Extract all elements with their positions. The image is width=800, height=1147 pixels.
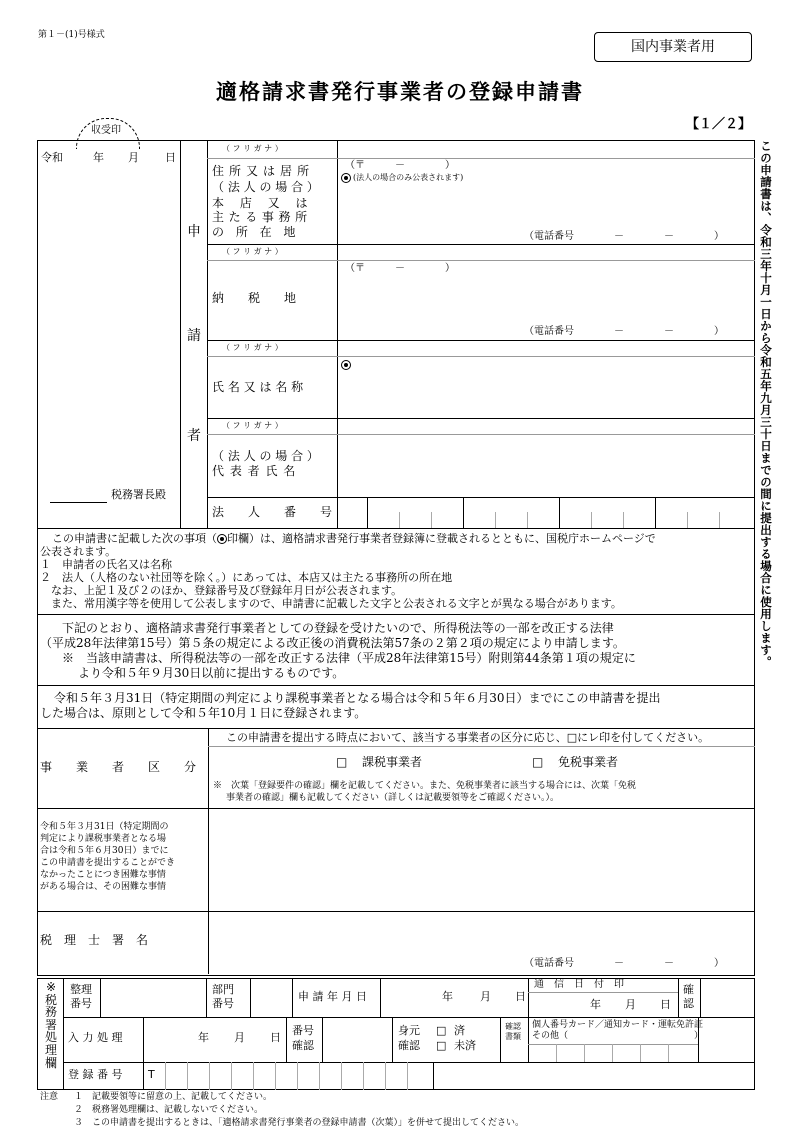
tsushin-month: 月 xyxy=(625,998,636,1011)
business-category-label: 事 業 者 区 分 xyxy=(40,760,197,774)
publication-item-1: １ 申請者の氏名又は名称 xyxy=(40,558,172,571)
taxplace-postal[interactable]: （〒 － ） xyxy=(345,263,455,274)
registration-label: 登 録 番 号 xyxy=(68,1068,123,1081)
date-day: 日 xyxy=(165,151,176,164)
app-month: 月 xyxy=(480,990,491,1003)
address-phone[interactable]: （電話番号 － － ） xyxy=(524,231,724,242)
rep-label-2: 代 表 者 氏 名 xyxy=(212,464,297,478)
kakunin-shorui-1: 確認 xyxy=(505,1022,521,1031)
exempt-checkbox[interactable]: □ xyxy=(532,755,544,769)
deadline-line-2: した場合は、原則として令和５年10月１日に登録されます。 xyxy=(40,706,367,720)
taxplace-label: 納 税 地 xyxy=(212,291,297,305)
request-line-3: ※ 当該申請書は、所得税法等の一部を改正する法律（平成28年法律第15号）附則第44条第１項の規定に xyxy=(62,651,636,665)
difficulty-line-4: この申請書を提出することができ xyxy=(40,858,176,868)
difficulty-input[interactable] xyxy=(210,810,754,910)
publication-item-3: なお、上記１及び２のほか、登録番号及び登録年月日が公表されます。 xyxy=(40,584,403,597)
request-line-4: より令和５年９月30日以前に提出するものです。 xyxy=(78,666,345,680)
note-3: ３ この申請書を提出するときは、「適格請求書発行事業者の登録申請書（次葉）」を併せて提出してください。 xyxy=(74,1118,525,1128)
date-era: 令和 xyxy=(41,151,63,164)
doc-type-1: 個人番号カード／通知カード・運転免許証 xyxy=(532,1020,704,1030)
seiri-label-1: 整理 xyxy=(70,983,92,996)
difficulty-line-5: なかったことにつき困難な事情 xyxy=(40,870,166,880)
business-category-instruction: この申請書を提出する時点において、該当する事業者の区分に応じ、□にレ印を付してください。 xyxy=(226,731,710,744)
address-label-3: 本 店 又 は xyxy=(212,196,308,210)
accountant-phone[interactable]: （電話番号 － － ） xyxy=(524,958,724,969)
kakunin-shorui-2: 書類 xyxy=(505,1032,521,1041)
input-month: 月 xyxy=(234,1031,245,1044)
bango-kakunin-1: 番号 xyxy=(292,1024,314,1037)
request-line-2: （平成28年法律第15号）第５条の規定による改正後の消費税法第57条の２第２項の規定により申請します。 xyxy=(40,636,625,650)
publication-mark-icon xyxy=(217,534,227,544)
note-1: １ 記載要領等に留意の上、記載してください。 xyxy=(74,1092,273,1102)
difficulty-line-1: 令和５年３月31日（特定期間の xyxy=(40,822,169,832)
domestic-badge: 国内事業者用 xyxy=(594,32,752,62)
publication-item-4: また、常用漢字等を使用して公表しますので、申請書に記載した文字と公表される文字とが異なる場合があります。 xyxy=(40,597,622,610)
publication-line1b: 印欄）は、適格請求書発行事業者登録簿に登載されるとともに、国税庁ホームページで xyxy=(227,532,656,545)
input-year: 年 xyxy=(198,1031,209,1044)
difficulty-line-6: がある場合は、その困難な事情 xyxy=(40,882,167,892)
business-category-note-1: ※ 次葉「登録要件の確認」欄を記載してください。また、免税事業者に該当する場合には、次葉「免税 xyxy=(213,781,637,791)
app-year: 年 xyxy=(442,990,453,1003)
registration-number-boxes[interactable] xyxy=(143,1062,433,1090)
accountant-signature-input[interactable] xyxy=(210,913,754,957)
tsushin-label: 通 信 日 付 印 xyxy=(534,979,624,990)
tsushin-day: 日 xyxy=(660,998,671,1011)
notes-head: 注意 xyxy=(40,1092,59,1102)
reg-prefix: T xyxy=(148,1068,155,1081)
difficulty-line-3: 合は令和５年６月30日）までに xyxy=(40,846,169,856)
rep-furigana: （ フ リ ガ ナ ） xyxy=(222,421,283,430)
stamp-label: 収受印 xyxy=(91,125,121,136)
publication-item-2: ２ 法人（人格のない社団等を除く。）にあっては、本店又は主たる事務所の所在地 xyxy=(40,571,453,584)
address-note: (法人の場合のみ公表されます) xyxy=(353,173,464,182)
note-2: ２ 税務署処理欄は、記載しないでください。 xyxy=(74,1105,264,1115)
request-line-1: 下記のとおり、適格請求書発行事業者としての登録を受けたいので、所得税法等の一部を改正する法律 xyxy=(62,621,614,635)
address-postal[interactable]: （〒 － ） xyxy=(345,160,455,171)
accountant-label: 税 理 士 署 名 xyxy=(40,933,149,947)
form-number: 第１－(1)号様式 xyxy=(38,30,105,40)
applicant-char-3: 者 xyxy=(187,428,201,444)
applicant-char-2: 請 xyxy=(187,328,201,344)
taxplace-phone[interactable]: （電話番号 － － ） xyxy=(524,326,724,337)
application-date-label: 申 請 年 月 日 xyxy=(298,990,367,1003)
rep-label-1: （ 法 人 の 場 合 ） xyxy=(212,449,319,463)
kakunin-1: 確 xyxy=(683,983,694,996)
address-label-4: 主 た る 事 務 所 xyxy=(212,210,308,224)
side-vertical-note: この申請書は、令和三年十月一日から令和五年九月三十日までの間に提出する場合に使用します。 xyxy=(759,140,773,668)
sumi-checkbox[interactable]: □ xyxy=(436,1024,447,1037)
address-label-5: の 所 在 地 xyxy=(212,225,296,239)
address-furigana: （ フ リ ガ ナ ） xyxy=(222,144,283,153)
bango-kakunin-2: 確認 xyxy=(292,1039,314,1052)
bumon-label-1: 部門 xyxy=(212,983,234,996)
business-category-note-2: 事業者の確認」欄も記載してください（詳しくは記載要領等をご確認ください。）。 xyxy=(226,793,560,803)
office-vertical-label: ※ 税 務 署 処 理 欄 xyxy=(44,980,57,1070)
name-label: 氏 名 又 は 名 称 xyxy=(212,380,304,394)
bumon-label-2: 番号 xyxy=(212,997,234,1010)
deadline-line-1: 令和５年３月31日（特定期間の判定により課税事業者となる場合は令和５年６月30日）までにこの申請書を提出 xyxy=(54,691,661,705)
tsushin-year: 年 xyxy=(590,998,601,1011)
input-day: 日 xyxy=(270,1031,281,1044)
kakunin-2: 認 xyxy=(683,997,694,1010)
publication-mark-icon xyxy=(341,360,351,370)
date-month: 月 xyxy=(128,151,139,164)
input-processing-label: 入 力 処 理 xyxy=(68,1031,123,1044)
page-indicator: 【１／２】 xyxy=(686,117,752,132)
taxable-label: 課税事業者 xyxy=(362,755,423,769)
page-title: 適格請求書発行事業者の登録申請書 xyxy=(216,80,584,104)
difficulty-line-2: 判定により課税事業者となる場 xyxy=(40,834,167,844)
sumi-label: 済 xyxy=(454,1024,465,1037)
address-label-2: （ 法 人 の 場 合 ） xyxy=(212,180,319,194)
misumi-label: 未済 xyxy=(454,1039,476,1052)
app-day: 日 xyxy=(515,990,526,1003)
publication-line2: 公表されます。 xyxy=(40,545,117,558)
tax-office-suffix: 税務署長殿 xyxy=(111,488,166,501)
misumi-checkbox[interactable]: □ xyxy=(436,1039,447,1052)
name-furigana: （ フ リ ガ ナ ） xyxy=(222,343,283,352)
corp-number-label: 法 人 番 号 xyxy=(212,505,333,519)
taxplace-furigana: （ フ リ ガ ナ ） xyxy=(222,247,283,256)
mimoto-1: 身元 xyxy=(398,1024,420,1037)
seiri-label-2: 番号 xyxy=(70,997,92,1010)
doc-type-2: その他（ ） xyxy=(532,1031,704,1041)
address-label-1: 住 所 又 は 居 所 xyxy=(212,164,310,178)
corp-number-boxes[interactable] xyxy=(339,498,755,528)
exempt-label: 免税事業者 xyxy=(558,755,619,769)
taxable-checkbox[interactable]: □ xyxy=(336,755,348,769)
date-year: 年 xyxy=(93,151,104,164)
mimoto-2: 確認 xyxy=(398,1039,420,1052)
applicant-char-1: 申 xyxy=(187,224,201,240)
publication-mark-icon xyxy=(341,173,351,183)
publication-line1a: この申請書に記載した次の事項（ xyxy=(52,532,217,545)
